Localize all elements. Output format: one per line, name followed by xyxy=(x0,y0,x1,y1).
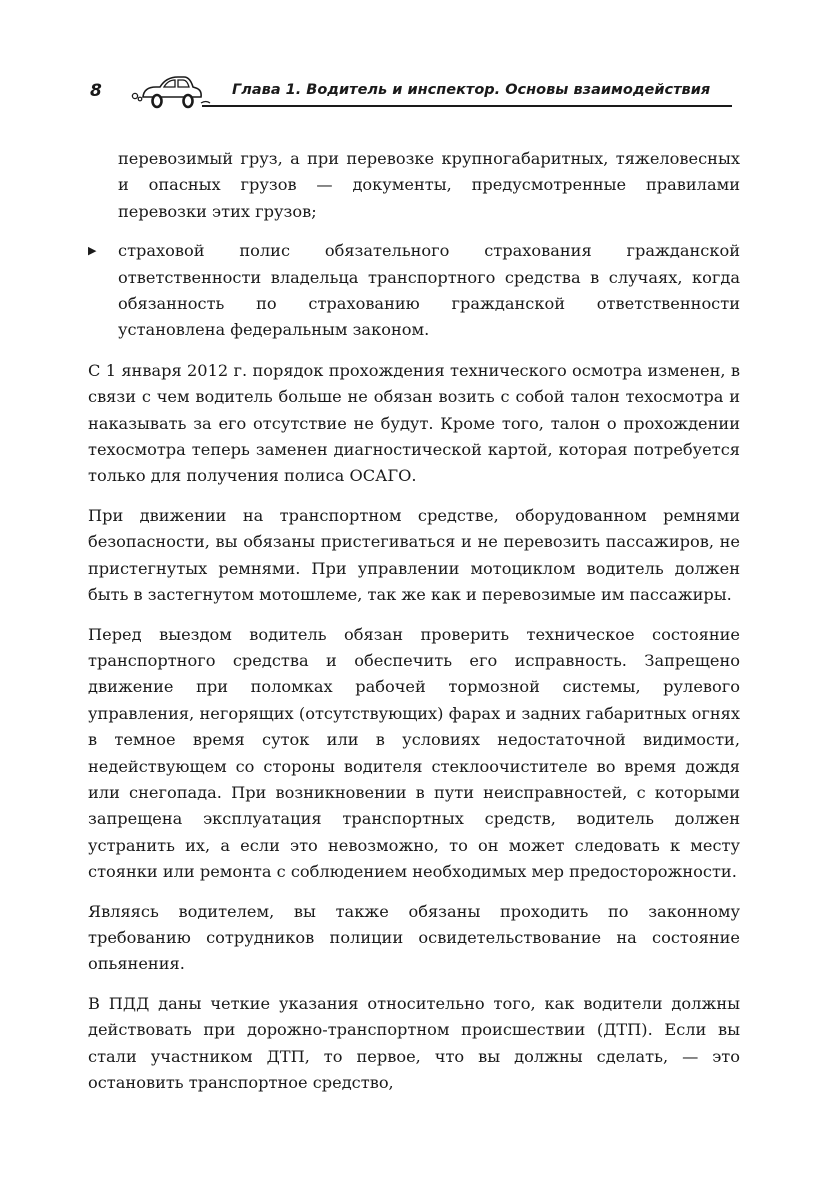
body-text xyxy=(88,146,740,1109)
paragraph: В ПДД даны четкие указания относительно того, как водители должны действовать при дорожно-транспортном происшествии (ДТП). Если вы стали участником ДТП, то первое, что вы должны сделать, — это остановить транспортное средство, xyxy=(88,993,740,1092)
list-item-text: страховой полис обязательного страхования гражданской ответственности владельца транспортного средства в случаях, когда обязанность по страхованию гражданской ответственности установлена федеральным законом. xyxy=(118,241,740,340)
list-item xyxy=(88,238,740,344)
paragraph: При движении на транспортном средстве, оборудованном ремнями безопасности, вы обязаны пристегиваться и не перевозить пассажиров, не пристегнутых ремнями. При управлении мотоциклом водитель должен быть в застегнутом мотошлеме, так же как и перевозимые им пассажиры. xyxy=(88,505,740,605)
bullet-arrow-icon: ▶ xyxy=(88,244,97,258)
list-item-continuation: перевозимый груз, а при перевозке крупногабаритных, тяжеловесных и опасных грузов — документы, предусмотренные правилами перевозки этих грузов; xyxy=(118,149,740,221)
header-rule xyxy=(202,105,732,107)
paragraph: Являясь водителем, вы также обязаны проходить по законному требованию сотрудников полиции освидетельствование на состояние опьянения. xyxy=(88,901,740,974)
paragraph: С 1 января 2012 г. порядок прохождения технического осмотра изменен, в связи с чем водитель больше не обязан возить с собой талон техосмотра и наказывать за его отсутствие не будут. Кроме того, талон о прохождении техосмотра теперь заменен диагностической картой, которая потребуется только для получения полиса ОСАГО. xyxy=(88,360,740,486)
chapter-title: Глава 1. Водитель и инспектор. Основы взаимодействия xyxy=(232,82,711,98)
paragraph: Перед выездом водитель обязан проверить техническое состояние транспортного средства и обеспечить его исправность. Запрещено движение при поломках рабочей тормозной системы, рулевого управления, негорящих (отсутствующих) фарах и задних габаритных огнях в темное время суток или в условиях недостаточной видимости, недействующем со стороны водителя стеклоочистителе во время дождя или снегопада. При возникновении в пути неисправностей, с которыми запрещена эксплуатация транспортных средств, водитель должен устранить их, а если это невозможно, то он может следовать к месту стоянки или ремонта с соблюдением необходимых мер предосторожности. xyxy=(88,624,740,882)
page-number: 8 xyxy=(90,81,102,101)
car-icon xyxy=(130,72,212,110)
running-header xyxy=(84,68,732,110)
